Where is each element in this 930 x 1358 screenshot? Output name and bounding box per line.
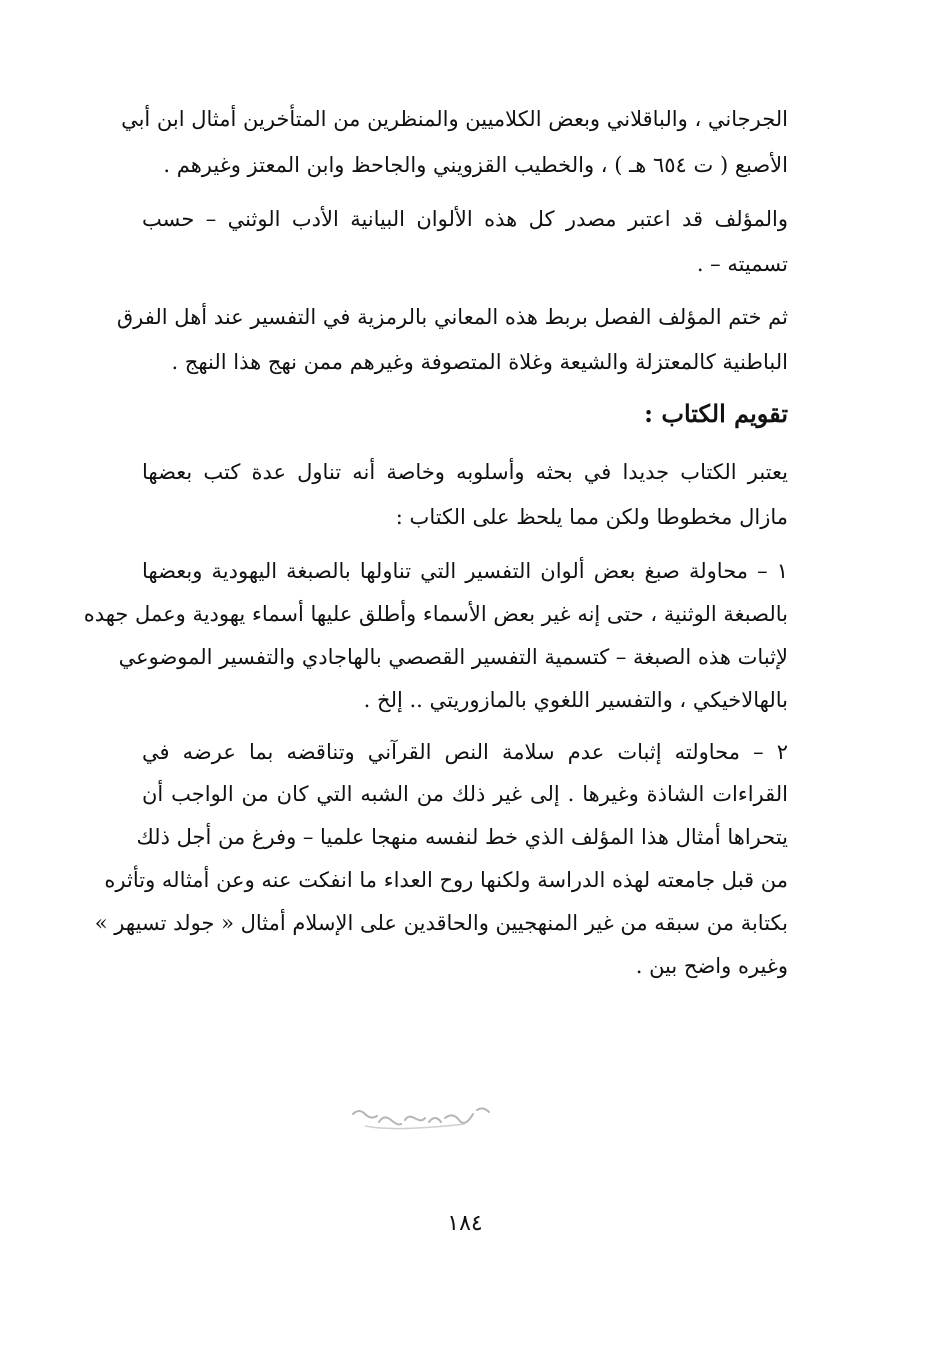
text-line: لإثبات هذه الصبغة – كتسمية التفسير القصصي بالهاجادي والتفسير الموضوعي bbox=[118, 645, 788, 669]
section-heading: تقويم الكتاب : bbox=[644, 399, 788, 428]
text-line: ثم ختم المؤلف الفصل بربط هذه المعاني بالرمزية في التفسير عند أهل الفرق bbox=[116, 305, 788, 329]
text-line: والمؤلف قد اعتبر مصدر كل هذه الألوان البيانية الأدب الوثني – حسب bbox=[142, 207, 788, 231]
text-line: ١ – محاولة صبغ بعض ألوان التفسير التي تناولها بالصبغة اليهودية وبعضها bbox=[142, 559, 788, 583]
text-line: وغيره واضح بين . bbox=[635, 954, 788, 978]
text-line: يتحراها أمثال هذا المؤلف الذي خط لنفسه منهجا علميا – وفرغ من أجل ذلك bbox=[136, 825, 788, 849]
text-line: الجرجاني ، والباقلاني وبعض الكلاميين والمنظرين من المتأخرين أمثال ابن أبي bbox=[121, 107, 788, 131]
text-line: ٢ – محاولته إثبات عدم سلامة النص القرآني وتناقضه بما عرضه في bbox=[142, 740, 788, 764]
faded-stamp-mark bbox=[345, 1100, 505, 1140]
text-line: بكتابة من سبقه من غير المنهجيين والحاقدين على الإسلام أمثال « جولد تسيهر » bbox=[94, 911, 788, 935]
text-line: مازال مخطوطا ولكن مما يلحظ على الكتاب : bbox=[395, 505, 788, 529]
text-line: من قبل جامعته لهذه الدراسة ولكنها روح العداء ما انفكت عنه وعن أمثاله وتأثره bbox=[104, 868, 788, 892]
text-line: بالهالاخيكي ، والتفسير اللغوي بالمازوريتي .. إلخ . bbox=[363, 688, 788, 712]
text-line: بالصبغة الوثنية ، حتى إنه غير بعض الأسماء وأطلق عليها أسماء يهودية وعمل جهده bbox=[83, 602, 788, 626]
text-line: القراءات الشاذة وغيرها . إلى غير ذلك من الشبه التي كان من الواجب أن bbox=[142, 782, 788, 806]
page-number: ١٨٤ bbox=[447, 1211, 483, 1236]
text-line: يعتبر الكتاب جديدا في بحثه وأسلوبه وخاصة أنه تناول عدة كتب بعضها bbox=[142, 460, 788, 484]
text-line: تسميته – . bbox=[696, 252, 788, 276]
text-line: الأصبع ( ت ٦٥٤ هـ ) ، والخطيب القزويني والجاحظ وابن المعتز وغيرهم . bbox=[163, 153, 788, 177]
text-line: الباطنية كالمعتزلة والشيعة وغلاة المتصوفة وغيرهم ممن نهج هذا النهج . bbox=[171, 350, 788, 374]
